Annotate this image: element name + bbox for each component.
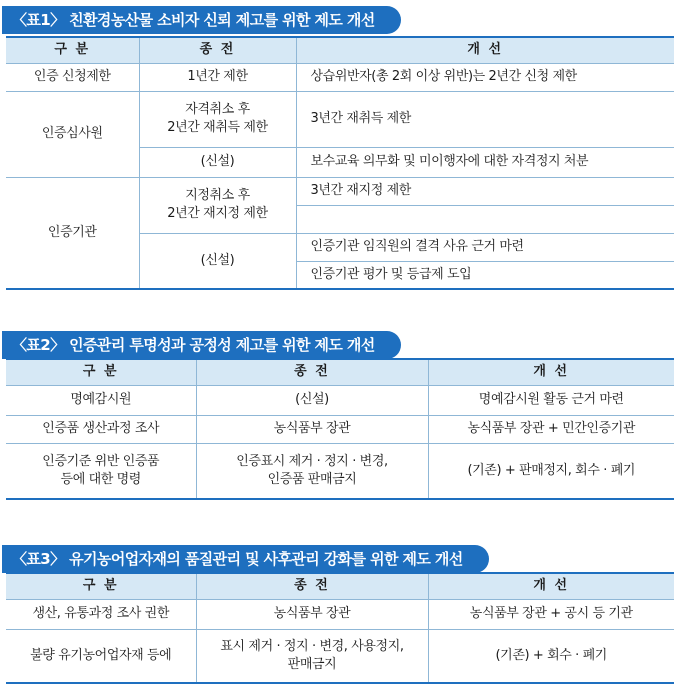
cell-category: 인증기관	[6, 177, 139, 289]
cell-after: 보수교육 의무화 및 미이행자에 대한 자격정지 처분	[296, 147, 674, 177]
header-before: 종 전	[196, 573, 428, 599]
cell-before: 1년간 제한	[139, 63, 296, 91]
cell-after: (기존) + 회수 · 폐기	[428, 629, 674, 683]
table2	[6, 358, 674, 500]
table3	[6, 572, 674, 684]
table-row	[6, 385, 674, 415]
header-after: 개 선	[296, 37, 674, 63]
cell-before: 표시 제거 · 정지 · 변경, 사용정지, 판매금지	[196, 629, 428, 683]
cell-category: 인증심사원	[6, 91, 139, 177]
header-category: 구 분	[6, 37, 139, 63]
table-row	[6, 443, 674, 499]
cell-after-empty	[296, 205, 674, 233]
table1-title: 〈표1〉 친환경농산물 소비자 신뢰 제고를 위한 제도 개선	[2, 6, 401, 34]
cell-category: 인증기준 위반 인증품 등에 대한 명령	[6, 443, 196, 499]
cell-after: 3년간 재취득 제한	[296, 91, 674, 147]
cell-before: 농식품부 장관	[196, 599, 428, 629]
cell-before: 지정취소 후 2년간 재지정 제한	[139, 177, 296, 233]
table3-title: 〈표3〉 유기농어업자재의 품질관리 및 사후관리 강화를 위한 제도 개선	[2, 545, 489, 573]
cell-after: 농식품부 장관 + 공시 등 기관	[428, 599, 674, 629]
table-row	[6, 91, 674, 147]
header-before: 종 전	[139, 37, 296, 63]
cell-before: (신설)	[139, 233, 296, 289]
cell-category: 인증 신청제한	[6, 63, 139, 91]
cell-after: 농식품부 장관 + 민간인증기관	[428, 415, 674, 443]
table-row	[6, 415, 674, 443]
header-category: 구 분	[6, 573, 196, 599]
cell-before: 농식품부 장관	[196, 415, 428, 443]
cell-category: 불량 유기농어업자재 등에	[6, 629, 196, 683]
cell-category: 생산, 유통과정 조사 권한	[6, 599, 196, 629]
cell-after: 상습위반자(총 2회 이상 위반)는 2년간 신청 제한	[296, 63, 674, 91]
cell-after: 인증기관 평가 및 등급제 도입	[296, 261, 674, 289]
table-row	[6, 177, 674, 205]
cell-before: 자격취소 후 2년간 재취득 제한	[139, 91, 296, 147]
table1-header-row	[6, 37, 674, 63]
cell-category: 명예감시원	[6, 385, 196, 415]
table-row	[6, 629, 674, 683]
table-row	[6, 599, 674, 629]
table-row	[6, 63, 674, 91]
cell-after: 인증기관 임직원의 결격 사유 근거 마련	[296, 233, 674, 261]
header-after: 개 선	[428, 573, 674, 599]
cell-before: (신설)	[139, 147, 296, 177]
cell-before: (신설)	[196, 385, 428, 415]
cell-after: (기존) + 판매정지, 회수 · 폐기	[428, 443, 674, 499]
table3-header-row	[6, 573, 674, 599]
table2-title: 〈표2〉 인증관리 투명성과 공정성 제고를 위한 제도 개선	[2, 331, 401, 359]
header-category: 구 분	[6, 359, 196, 385]
cell-before: 인증표시 제거 · 정지 · 변경, 인증품 판매금지	[196, 443, 428, 499]
header-after: 개 선	[428, 359, 674, 385]
table1	[6, 36, 674, 290]
cell-after: 3년간 재지정 제한	[296, 177, 674, 205]
cell-after: 명예감시원 활동 근거 마련	[428, 385, 674, 415]
header-before: 종 전	[196, 359, 428, 385]
cell-category: 인증품 생산과정 조사	[6, 415, 196, 443]
table2-header-row	[6, 359, 674, 385]
